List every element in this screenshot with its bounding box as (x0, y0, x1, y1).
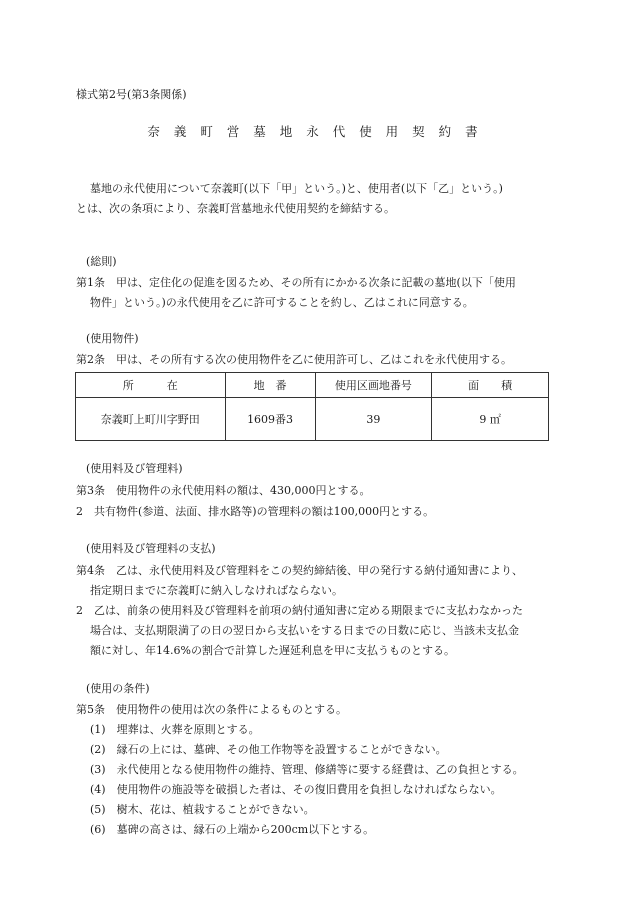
article-1-line-2: 物件」という。)の永代使用を乙に許可することを約し、乙はこれに同意する。 (90, 296, 474, 309)
property-table (75, 372, 549, 441)
condition-item-1: (1) 埋葬は、火葬を原則とする。 (90, 723, 260, 736)
section-heading-object: (使用物件) (86, 332, 139, 345)
condition-item-5: (5) 樹木、花は、植栽することができない。 (90, 803, 315, 816)
section-heading-general: (総則) (86, 255, 117, 268)
article-2-line-1: 第2条 甲は、その所有する次の使用物件を乙に使用許可し、乙はこれを永代使用する。 (76, 353, 512, 366)
condition-item-3: (3) 永代使用となる使用物件の維持、管理、修繕等に要する経費は、乙の負担とする。 (90, 763, 524, 776)
article-4-line-3: 2 乙は、前条の使用料及び管理料を前項の納付通知書に定める期限までに支払わなかった (76, 604, 523, 617)
header-plot-number: 使用区画地番号 (315, 373, 432, 398)
section-heading-fees: (使用料及び管理料) (86, 462, 183, 475)
section-heading-payment: (使用料及び管理料の支払) (86, 542, 216, 555)
article-4-line-5: 額に対し、年14.6%の割合で計算した遅延利息を甲に支払うものとする。 (90, 644, 455, 657)
intro-line-2: とは、次の条項により、奈義町営墓地永代使用契約を締結する。 (76, 202, 395, 215)
condition-item-4: (4) 使用物件の施設等を破損した者は、その復旧費用を負担しなければならない。 (90, 783, 502, 796)
header-area: 面 積 (432, 373, 549, 398)
form-label: 様式第2号(第3条関係) (76, 88, 187, 101)
cell-area: 9 ㎡ (432, 398, 549, 441)
table-header-row (76, 373, 549, 398)
table-row (76, 398, 549, 441)
cell-plot-number: 39 (315, 398, 432, 441)
condition-item-6: (6) 墓碑の高さは、縁石の上端から200cm以下とする。 (90, 823, 375, 836)
article-5-line-1: 第5条 使用物件の使用は次の条件によるものとする。 (76, 703, 347, 716)
intro-line-1: 墓地の永代使用について奈義町(以下「甲」という。)と、使用者(以下「乙」という。) (90, 182, 503, 195)
header-location: 所 在 (76, 373, 226, 398)
cell-lot-number: 1609番3 (225, 398, 315, 441)
article-4-line-4: 場合は、支払期限満了の日の翌日から支払いをする日までの日数に応じ、当該未支払金 (90, 624, 519, 637)
article-1-line-1: 第1条 甲は、定住化の促進を図るため、その所有にかかる次条に記載の墓地(以下「使用 (76, 276, 516, 289)
cell-location: 奈義町上町川字野田 (76, 398, 226, 441)
article-3-line-1: 第3条 使用物件の永代使用料の額は、430,000円とする。 (76, 484, 371, 497)
article-4-line-2: 指定期日までに奈義町に納入しなければならない。 (90, 584, 343, 597)
document-title: 奈 義 町 営 墓 地 永 代 使 用 契 約 書 (147, 124, 483, 139)
condition-item-2: (2) 縁石の上には、墓碑、その他工作物等を設置することができない。 (90, 743, 447, 756)
article-4-line-1: 第4条 乙は、永代使用料及び管理料をこの契約締結後、甲の発行する納付通知書により、 (76, 564, 523, 577)
header-lot-number: 地 番 (225, 373, 315, 398)
article-3-line-2: 2 共有物件(参道、法面、排水路等)の管理料の額は100,000円とする。 (76, 505, 435, 518)
section-heading-conditions: (使用の条件) (86, 682, 150, 695)
